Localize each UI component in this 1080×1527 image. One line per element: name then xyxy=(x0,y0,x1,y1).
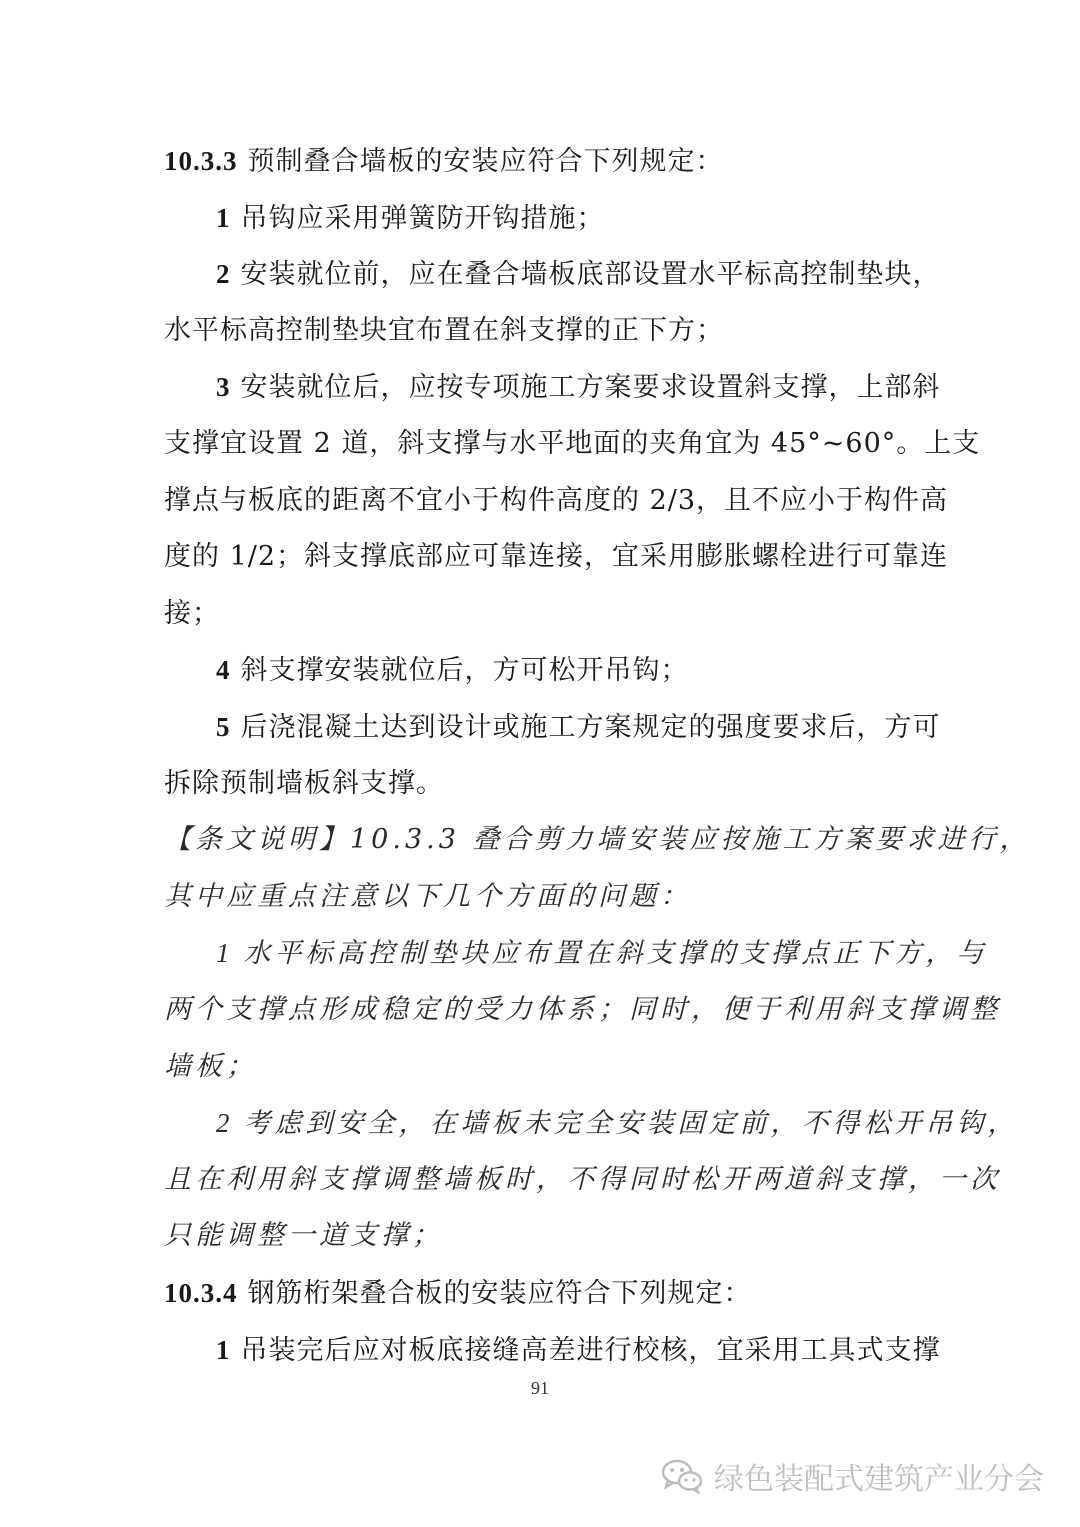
line-text: 钢筋桁架叠合板的安装应符合下列规定： xyxy=(247,1278,752,1309)
text-line xyxy=(164,311,904,351)
text-line xyxy=(164,481,949,521)
note-line xyxy=(164,1160,1001,1200)
text-line xyxy=(164,141,904,182)
text-line xyxy=(164,764,904,804)
line-text: 预制叠合墙板的安装应符合下列规定： xyxy=(247,146,724,177)
line-text: 接； xyxy=(164,598,220,629)
page-number: 91 xyxy=(531,1378,549,1398)
line-text: 【条文说明】10.3.3 叠合剪力墙安装应按施工方案要求进行， xyxy=(164,824,1031,855)
text-line xyxy=(216,1330,956,1371)
clause-number: 2 xyxy=(216,1108,234,1138)
wechat-icon xyxy=(660,1458,704,1494)
note-line xyxy=(164,1047,904,1087)
line-text: 墙板； xyxy=(164,1051,257,1082)
watermark xyxy=(660,1454,1044,1498)
line-text: 拆除预制墙板斜支撑。 xyxy=(164,768,444,799)
text-line xyxy=(216,198,956,239)
text-line xyxy=(164,1273,904,1314)
line-text: 安装就位前，应在叠合墙板底部设置水平标高控制垫块， xyxy=(240,259,941,290)
text-line xyxy=(164,594,904,634)
line-text: 其中应重点注意以下几个方面的问题： xyxy=(164,881,691,912)
line-text: 水平标高控制垫块应布置在斜支撑的支撑点正下方，与 xyxy=(243,938,988,969)
line-text: 撑点与板底的距离不宜小于构件高度的 2/3，且不应小于构件高 xyxy=(164,485,949,516)
line-text: 支撑宜设置 2 道，斜支撑与水平地面的夹角宜为 45°~60°。上支 xyxy=(164,428,981,459)
text-line xyxy=(164,424,981,464)
note-line xyxy=(164,1216,904,1256)
clause-number: 1 xyxy=(216,203,231,233)
note-line xyxy=(164,877,904,917)
line-text: 水平标高控制垫块宜布置在斜支撑的正下方； xyxy=(164,315,724,346)
line-text: 两个支撑点形成稳定的受力体系；同时，便于利用斜支撑调整 xyxy=(164,994,1001,1025)
clause-number: 5 xyxy=(216,712,231,742)
clause-number: 1 xyxy=(216,938,234,968)
clause-number: 3 xyxy=(216,372,231,402)
line-text: 吊钩应采用弹簧防开钩措施； xyxy=(240,203,605,234)
line-text: 度的 1/2；斜支撑底部应可靠连接，宜采用膨胀螺栓进行可靠连 xyxy=(164,541,949,572)
text-line xyxy=(216,367,956,408)
clause-number: 4 xyxy=(216,655,231,685)
line-text: 且在利用斜支撑调整墙板时，不得同时松开两道斜支撑，一次 xyxy=(164,1164,1001,1195)
text-line xyxy=(216,650,956,691)
text-line xyxy=(216,254,956,295)
line-text: 考虑到安全，在墙板未完全安装固定前，不得松开吊钩， xyxy=(243,1108,1019,1139)
clause-number: 10.3.3 xyxy=(164,146,238,176)
clause-number: 2 xyxy=(216,259,231,289)
line-text: 吊装完后应对板底接缝高差进行校核，宜采用工具式支撑 xyxy=(240,1335,941,1366)
note-line xyxy=(164,990,1001,1030)
line-text: 斜支撑安装就位后，方可松开吊钩； xyxy=(240,655,689,686)
note-line xyxy=(216,933,988,974)
text-line xyxy=(164,537,949,577)
note-line xyxy=(164,820,1031,860)
line-text: 安装就位后，应按专项施工方案要求设置斜支撑，上部斜 xyxy=(240,372,941,403)
note-line xyxy=(216,1103,1019,1144)
watermark-text: 绿色装配式建筑产业分会 xyxy=(714,1462,1044,1497)
text-line xyxy=(216,707,956,748)
line-text: 后浇混凝土达到设计或施工方案规定的强度要求后，方可 xyxy=(240,712,941,743)
clause-number: 10.3.4 xyxy=(164,1278,238,1308)
clause-number: 1 xyxy=(216,1335,231,1365)
line-text: 只能调整一道支撑； xyxy=(164,1220,443,1251)
